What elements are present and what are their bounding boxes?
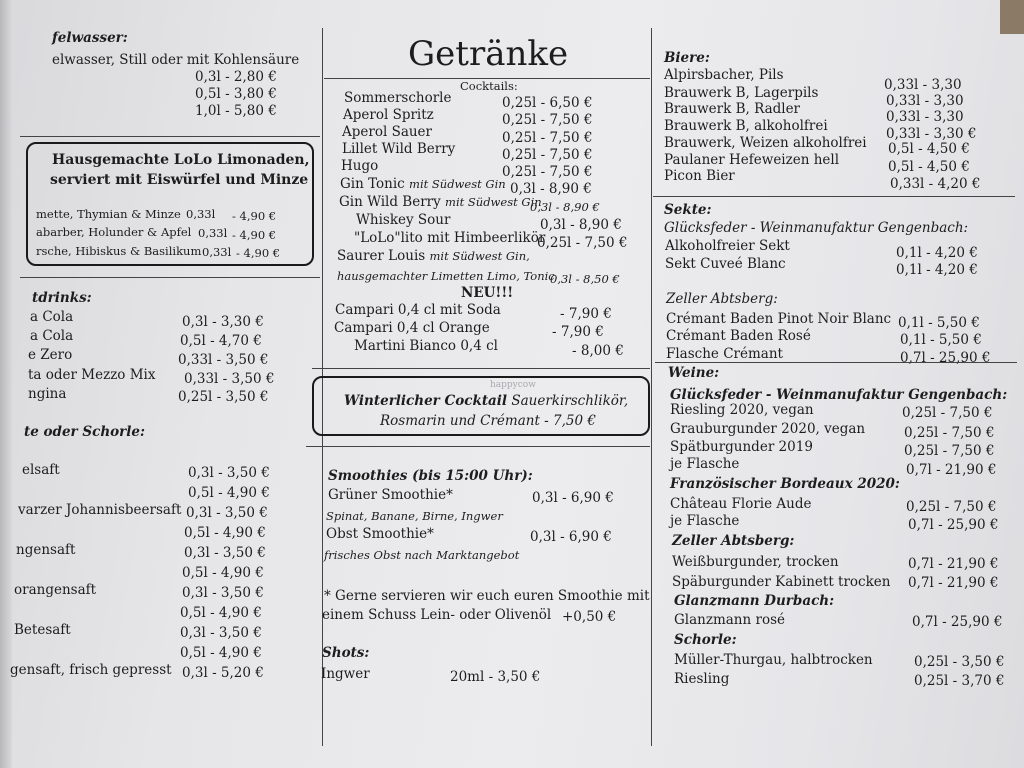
juice-price: 0,3l - 3,50 € <box>188 465 270 481</box>
winter-cocktail-desc: Rosmarin und Crémant - 7,50 € <box>380 413 596 429</box>
beer-price: 0,33l - 4,20 € <box>890 176 981 192</box>
cocktail-name: Lillet Wild Berry <box>342 141 456 157</box>
beer-name: Paulaner Hefeweizen hell <box>664 152 840 168</box>
new-label: NEU!!! <box>461 285 514 301</box>
schorle-price: 0,25l - 3,50 € <box>914 654 1005 670</box>
water-heading: felwasser: <box>52 30 128 46</box>
cocktail-price: 0,25l - 7,50 € <box>502 112 593 128</box>
beer-name: Brauwerk B, alkoholfrei <box>664 118 828 134</box>
water-price: 0,3l - 2,80 € <box>195 69 277 85</box>
juice-price: 0,3l - 3,50 € <box>184 545 266 561</box>
column-divider <box>651 28 652 746</box>
schorle-name: Müller-Thurgau, halbtrocken <box>674 652 873 668</box>
juice-price: 0,5l - 4,90 € <box>180 605 262 621</box>
beer-name: Picon Bier <box>664 168 735 184</box>
juice-name: varzer Johannisbeersaft <box>18 502 182 518</box>
softdrink-price: 0,5l - 4,70 € <box>180 333 262 349</box>
juice-price: 0,3l - 5,20 € <box>182 665 264 681</box>
limo-size: 0,33l <box>198 226 228 240</box>
wine-price: 0,7l - 25,90 € <box>908 517 999 533</box>
aperitif-name: Martini Bianco 0,4 cl <box>354 338 498 354</box>
wine-name: Spätburgunder 2019 <box>670 439 813 455</box>
section-divider <box>312 368 650 369</box>
section-divider <box>655 362 1017 363</box>
smoothies-heading: Smoothies (bis 15:00 Uhr): <box>328 468 533 484</box>
smoothie-name: Obst Smoothie* <box>326 526 434 542</box>
juice-price: 0,3l - 3,50 € <box>180 625 262 641</box>
cocktail-name: Whiskey Sour <box>356 212 451 228</box>
cocktail-price: 0,25l - 7,50 € <box>502 147 593 163</box>
sekt-name: Sekt Cuveé Blanc <box>665 256 786 272</box>
juice-name: Betesaft <box>14 622 71 638</box>
aperitif-price: - 7,90 € <box>552 324 604 340</box>
beer-price: 0,33l - 3,30 <box>884 77 962 93</box>
cocktail-name: Gin Tonic mit Südwest Gin <box>340 176 506 192</box>
beer-price: 0,5l - 4,50 € <box>888 141 970 157</box>
beer-name: Brauwerk B, Lagerpils <box>664 85 819 101</box>
wine-price: 0,25l - 7,50 € <box>904 425 995 441</box>
softdrink-name: a Cola <box>30 328 74 344</box>
wine-price: 0,7l - 25,90 € <box>912 614 1003 630</box>
beer-heading: Biere: <box>664 50 710 66</box>
smoothie-desc: Spinat, Banane, Birne, Ingwer <box>326 509 503 523</box>
wine-producer: Zeller Abtsberg: <box>672 533 795 549</box>
limo-size: 0,33l <box>186 207 216 221</box>
cocktail-name: Sommerschorle <box>344 90 452 106</box>
cremant-name: Crémant Baden Pinot Noir Blanc <box>666 311 892 327</box>
softdrink-name: a Cola <box>30 309 74 325</box>
section-divider <box>306 446 650 447</box>
cremant-price: 0,1l - 5,50 € <box>900 332 982 348</box>
aperitif-name: Campari 0,4 cl Orange <box>334 320 490 336</box>
cocktail-price: 0,25l - 7,50 € <box>502 164 593 180</box>
wine-price: 0,25l - 7,50 € <box>904 443 995 459</box>
cocktail-price: 0,3l - 8,90 € <box>540 217 622 233</box>
section-divider <box>20 136 320 137</box>
watermark: happycow <box>490 380 536 390</box>
beer-price: 0,33l - 3,30 <box>886 93 964 109</box>
softdrink-name: e Zero <box>28 347 73 363</box>
wine-name: Späburgunder Kabinett trocken <box>672 574 891 590</box>
shot-price: 20ml - 3,50 € <box>450 669 541 685</box>
cocktail-price: 0,3l - 8,90 € <box>510 181 592 197</box>
cocktails-heading: Cocktails: <box>460 79 518 93</box>
softdrink-name: ta oder Mezzo Mix <box>28 367 156 383</box>
wine-heading: Weine: <box>668 365 720 381</box>
wine-name: Glanzmann rosé <box>674 612 785 628</box>
schorle-heading: Schorle: <box>674 632 737 648</box>
softdrink-name: ngina <box>28 386 67 402</box>
shots-heading: Shots: <box>322 645 370 661</box>
cocktail-name: Hugo <box>341 158 379 174</box>
smoothie-name: Grüner Smoothie* <box>328 487 453 503</box>
limo-price: - 4,90 € <box>232 209 277 223</box>
cremant-name: Flasche Crémant <box>666 346 783 362</box>
wine-name: Weißburgunder, trocken <box>672 554 839 570</box>
limo-price: - 4,90 € <box>232 228 277 242</box>
wine-producer: Glanzmann Durbach: <box>674 593 835 609</box>
wine-price: 0,7l - 21,90 € <box>906 462 997 478</box>
beer-price: 0,33l - 3,30 <box>886 109 964 125</box>
limo-title: serviert mit Eiswürfel und Minze <box>50 172 309 188</box>
limo-item: abarber, Holunder & Apfel <box>36 225 192 239</box>
wine-name: je Flasche <box>670 513 740 529</box>
wine-producer: Glücksfeder - Weinmanufaktur Gengenbach: <box>670 387 1008 403</box>
section-divider <box>20 277 320 278</box>
limo-item: rsche, Hibiskus & Basilikum <box>36 244 202 258</box>
cocktail-price: 0,3l - 8,90 € <box>530 200 600 214</box>
cremant-price: 0,1l - 5,50 € <box>898 315 980 331</box>
limo-price: - 4,90 € <box>236 246 281 260</box>
softdrinks-heading: tdrinks: <box>32 290 92 306</box>
shot-name: Ingwer <box>321 666 370 682</box>
cocktail-desc: hausgemachter Limetten Limo, Tonic <box>337 269 555 283</box>
aperitif-price: - 8,00 € <box>572 343 624 359</box>
sekt-price: 0,1l - 4,20 € <box>896 245 978 261</box>
wine-name: Grauburgunder 2020, vegan <box>670 421 866 437</box>
zeller-producer: Zeller Abtsberg: <box>666 291 778 307</box>
wine-name: Riesling 2020, vegan <box>670 402 814 418</box>
cremant-price: 0,7l - 25,90 € <box>900 350 991 366</box>
wine-name: Château Florie Aude <box>670 496 812 512</box>
juice-price: 0,5l - 4,90 € <box>184 525 266 541</box>
water-price: 1,0l - 5,80 € <box>195 103 277 119</box>
wine-price: 0,25l - 7,50 € <box>902 405 993 421</box>
cocktail-name: Aperol Spritz <box>343 107 434 123</box>
cocktail-price: 0,25l - 7,50 € <box>537 235 628 251</box>
cocktail-name: Aperol Sauer <box>342 124 433 140</box>
water-desc: elwasser, Still oder mit Kohlensäure <box>52 52 300 68</box>
juice-name: elsaft <box>22 462 60 478</box>
cocktail-name: "LoLo"lito mit Himbeerlikör <box>354 230 546 246</box>
softdrink-price: 0,3l - 3,30 € <box>182 314 264 330</box>
smoothie-price: 0,3l - 6,90 € <box>530 529 612 545</box>
beer-price: 0,33l - 3,30 € <box>886 126 977 142</box>
cocktail-name: Gin Wild Berry mit Südwest Gin <box>339 194 542 210</box>
juice-name: ngensaft <box>16 542 76 558</box>
table-corner <box>1000 0 1024 34</box>
wine-price: 0,7l - 21,90 € <box>908 575 999 591</box>
beer-name: Alpirsbacher, Pils <box>664 67 784 83</box>
page-title: Getränke <box>408 34 569 74</box>
limo-size: 0,33l <box>202 245 232 259</box>
aperitif-price: - 7,90 € <box>560 306 612 322</box>
juice-heading: te oder Schorle: <box>24 424 145 440</box>
sekt-heading: Sekte: <box>664 202 712 218</box>
cocktail-price: 0,25l - 6,50 € <box>502 95 593 111</box>
smoothie-note: einem Schuss Lein- oder Olivenöl <box>322 607 552 623</box>
sekt-producer: Glücksfeder - Weinmanufaktur Gengenbach: <box>664 220 969 236</box>
juice-price: 0,3l - 3,50 € <box>186 505 268 521</box>
sekt-name: Alkoholfreier Sekt <box>665 238 790 254</box>
beer-price: 0,5l - 4,50 € <box>888 159 970 175</box>
cremant-name: Crémant Baden Rosé <box>666 328 811 344</box>
wine-producer: Französischer Bordeaux 2020: <box>670 476 900 492</box>
smoothie-note-price: +0,50 € <box>562 609 617 625</box>
sekt-price: 0,1l - 4,20 € <box>896 262 978 278</box>
smoothie-desc: frisches Obst nach Marktangebot <box>324 548 520 562</box>
juice-price: 0,3l - 3,50 € <box>182 585 264 601</box>
juice-price: 0,5l - 4,90 € <box>182 565 264 581</box>
wine-name: je Flasche <box>670 456 740 472</box>
smoothie-price: 0,3l - 6,90 € <box>532 490 614 506</box>
water-price: 0,5l - 3,80 € <box>195 86 277 102</box>
softdrink-price: 0,33l - 3,50 € <box>178 352 269 368</box>
page-edge <box>0 0 12 768</box>
juice-name: orangensaft <box>14 582 97 598</box>
limo-title: Hausgemachte LoLo Limonaden, <box>52 152 310 168</box>
softdrink-price: 0,33l - 3,50 € <box>184 371 275 387</box>
cocktail-price: 0,25l - 7,50 € <box>502 130 593 146</box>
section-divider <box>653 196 1015 197</box>
schorle-price: 0,25l - 3,70 € <box>914 673 1005 689</box>
limo-item: mette, Thymian & Minze <box>36 207 181 221</box>
schorle-name: Riesling <box>674 671 730 687</box>
cocktail-name: Saurer Louis mit Südwest Gin, <box>337 248 530 264</box>
aperitif-name: Campari 0,4 cl mit Soda <box>335 302 501 318</box>
wine-price: 0,7l - 21,90 € <box>908 556 999 572</box>
beer-name: Brauwerk, Weizen alkoholfrei <box>664 135 867 151</box>
cocktail-price: 0,3l - 8,50 € <box>550 272 620 286</box>
juice-price: 0,5l - 4,90 € <box>188 485 270 501</box>
softdrink-price: 0,25l - 3,50 € <box>178 389 269 405</box>
beer-name: Brauwerk B, Radler <box>664 101 801 117</box>
juice-name: gensaft, frisch gepresst <box>10 662 172 678</box>
juice-price: 0,5l - 4,90 € <box>180 645 262 661</box>
winter-cocktail-title: Winterlicher Cocktail Sauerkirschlikör, <box>344 393 629 409</box>
smoothie-note: * Gerne servieren wir euch euren Smoothie mit <box>324 588 650 604</box>
wine-price: 0,25l - 7,50 € <box>906 499 997 515</box>
